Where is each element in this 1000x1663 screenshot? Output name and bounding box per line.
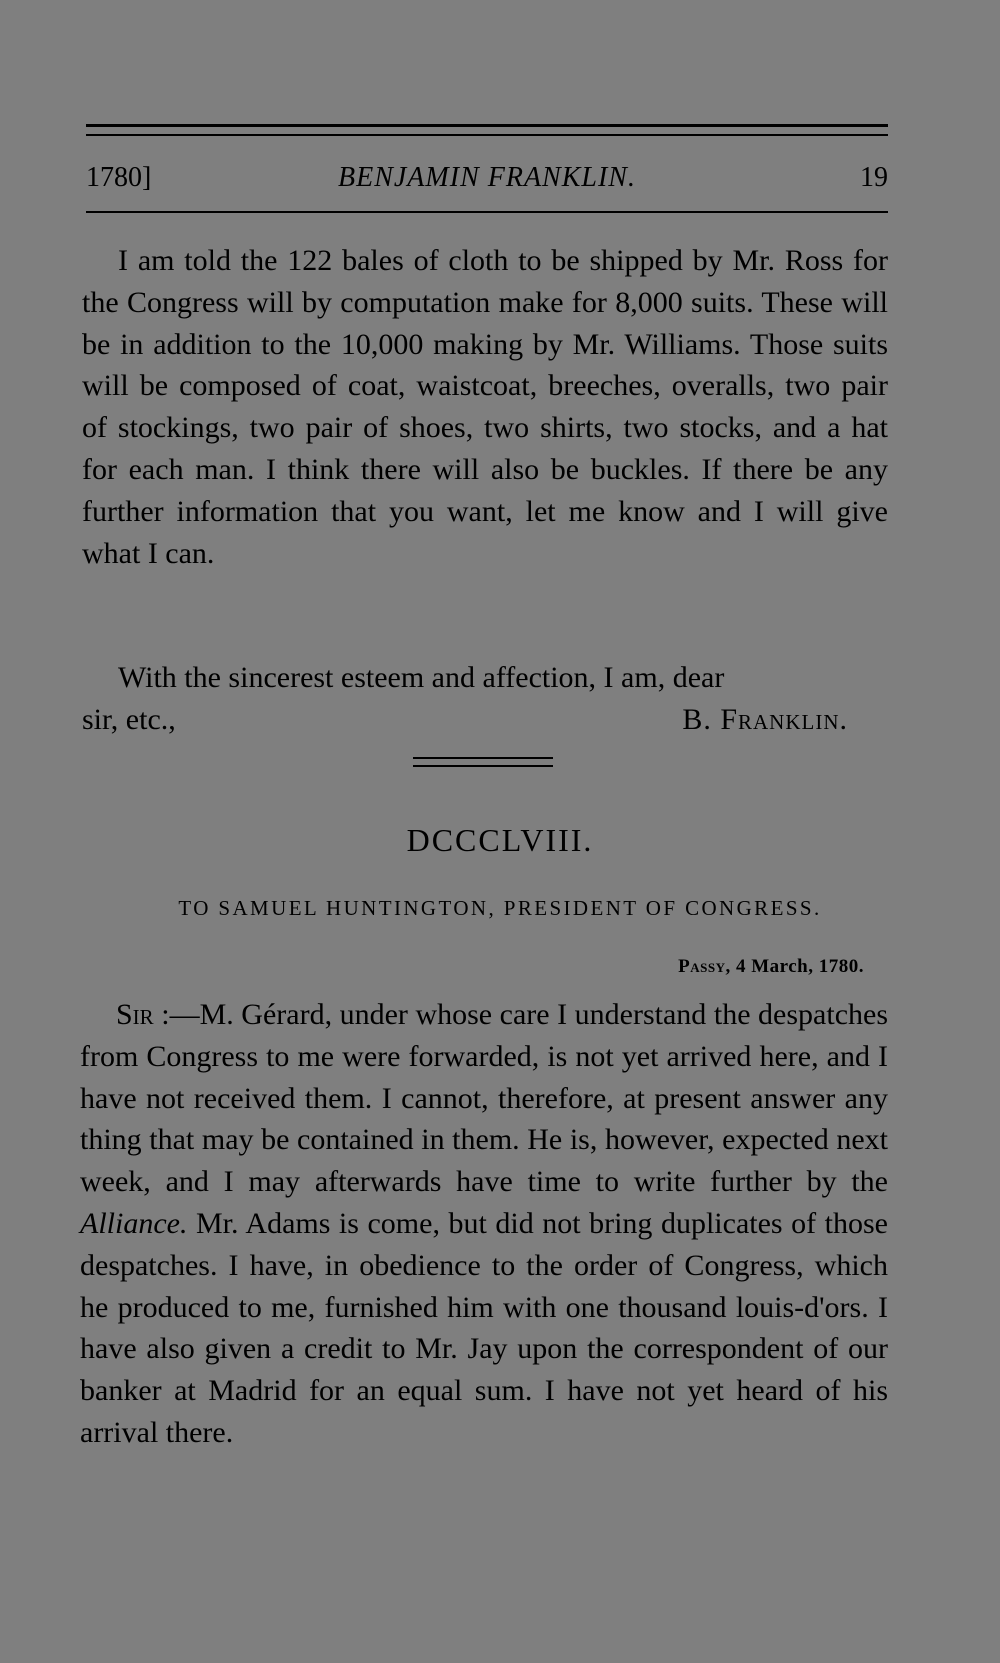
letter-number: DCCCLVIII. (406, 822, 594, 858)
section-divider-top (413, 757, 553, 759)
dateline-date: 4 March, 1780. (735, 956, 864, 977)
closing-line: With the sincerest esteem and affection, I am, dear (118, 661, 725, 694)
first-paragraph (82, 240, 888, 574)
letter-body-text (80, 994, 888, 1454)
closing-line-2 (82, 699, 888, 741)
first-paragraph-text: I am told the 122 bales of cloth to be shipped by Mr. Ross for the Congress will by computation make for 8,000 suits. These will be in addition to the 10,000 making by Mr. Williams. Those suits will be composed of coat, waistcoat, breeches, overalls, two pair of stockings, two pair of shoes, two shirts, two stocks, and a hat for each man. I think there will also be buckles. If there be any further information that you want, let me know and I will give what I can. (82, 244, 888, 570)
closing-block (82, 657, 888, 747)
letter-body (80, 994, 888, 1454)
running-head (86, 158, 888, 198)
ship-name: Alliance. (80, 1206, 188, 1240)
salutation: Sir (116, 998, 154, 1031)
letter-addressee: TO SAMUEL HUNTINGTON, PRESIDENT OF CONGRESS. (178, 896, 822, 920)
page-number: 19 (860, 162, 888, 193)
letter-text-part1: :—M. Gérard, under whose care I understand the despatches from Congress to me were forwarded, is not yet arrived here, and I have not received them. I cannot, therefore, at present answer any thing that may be contained in them. He is, however, expected next week, and I may afterwards have time to write further by the (80, 998, 888, 1199)
running-head-title: BENJAMIN FRANKLIN. (338, 162, 636, 193)
letter-text-part2: Mr. Adams is come, but did not bring duplicates of those despatches. I have, in obedience to the order of Congress, which he produced to me, furnished him with one thousand louis-d'ors. I have also given a credit to Mr. Jay upon the correspondent of our banker at Madrid for an equal sum. I have not yet heard of his arrival there. (80, 1206, 888, 1449)
header-rule-top (86, 124, 888, 127)
header-rule-bottom (86, 211, 888, 213)
dateline-place: Passy, (678, 956, 731, 977)
letter-dateline (678, 956, 864, 978)
closing-phrase: sir, etc., (82, 702, 176, 736)
header-rule-second (86, 134, 888, 136)
running-head-year: 1780] (86, 162, 152, 193)
signature: B. Franklin. (682, 702, 848, 736)
section-divider-bottom (413, 765, 553, 767)
